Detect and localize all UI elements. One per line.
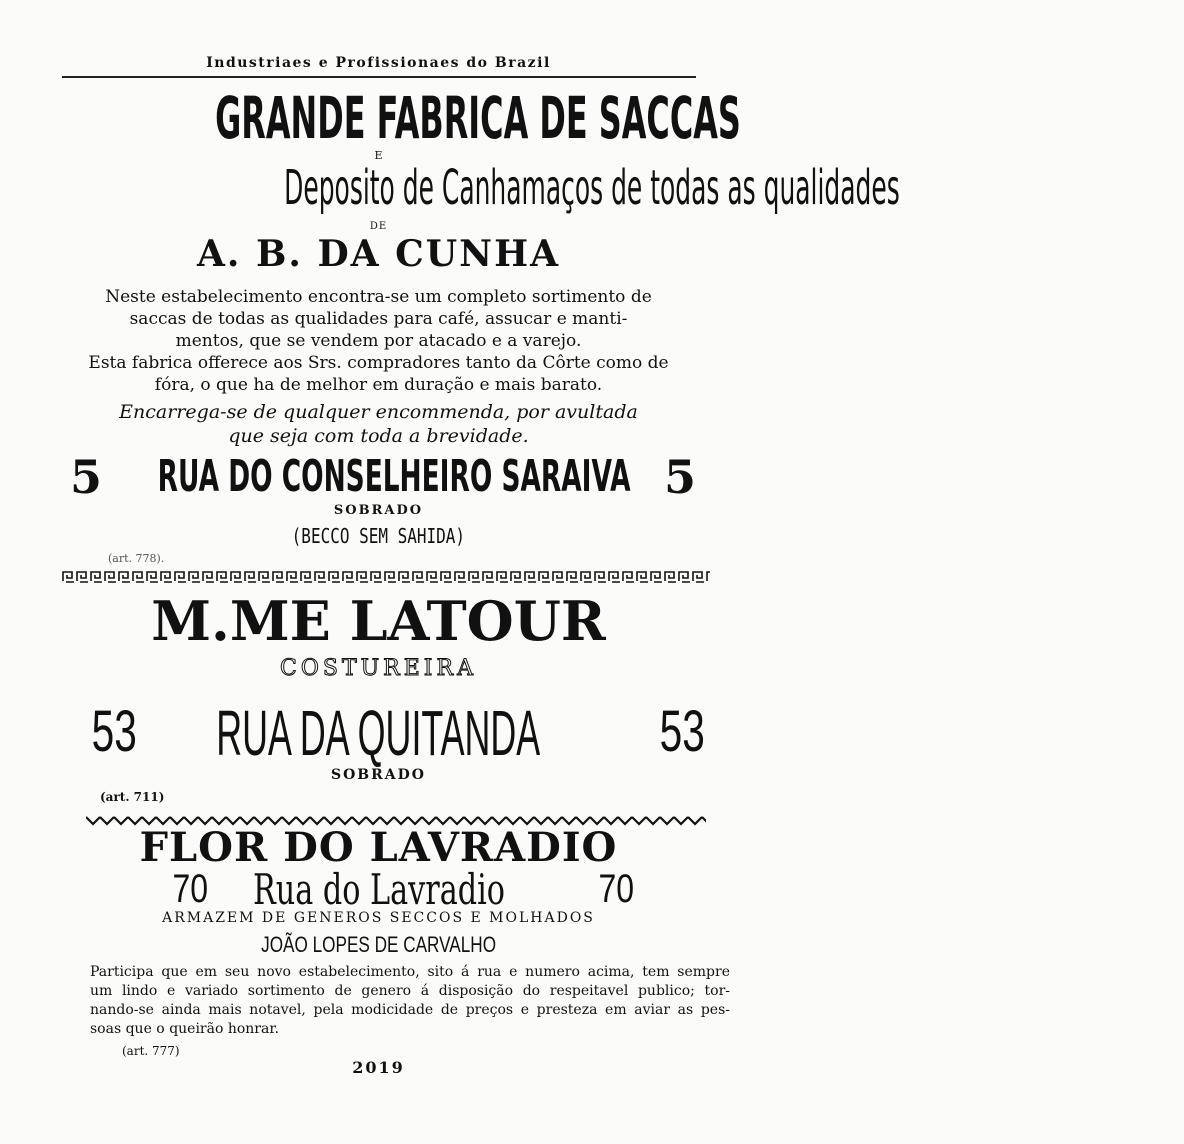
ad3-number-right: 70 — [598, 867, 635, 911]
ad1-subheading: Deposito de Canhamaços de todas as qualidades — [284, 160, 900, 216]
ad2-floor: SOBRADO — [331, 767, 426, 783]
ad1-italic-line-2: que seja com toda a brevidade. — [228, 425, 529, 447]
ad3-body-line-1: Participa que em seu novo estabelecimento, sito á rua e numero acima, tem sempre — [90, 964, 730, 980]
ad3-body-line-3: nando-se ainda mais notavel, pela modicidade de preços e presteza em aviar as pes- — [90, 1002, 730, 1018]
meander-border-svg — [62, 569, 710, 585]
ad1-number-left: 5 — [70, 450, 103, 504]
ad3-name: FLOR DO LAVRADIO — [139, 824, 618, 871]
ad2-number-right: 53 — [659, 699, 705, 764]
page-number: 2019 — [352, 1058, 405, 1077]
ad3-owner: JOÃO LOPES DE CARVALHO — [261, 932, 496, 957]
ad1-body-line-2: saccas de todas as qualidades para café, assucar e manti- — [129, 309, 628, 329]
ad1-body-line-1: Neste estabelecimento encontra-se um completo sortimento de — [105, 287, 652, 307]
ad1-street: RUA DO CONSELHEIRO SARAIVA — [157, 451, 631, 502]
ad1-body-line-4: Esta fabrica offerece aos Srs. compradores tanto da Côrte como de — [88, 353, 669, 373]
ad1-number-right: 5 — [664, 450, 697, 504]
ad1-prep: DE — [369, 221, 388, 232]
ad1-body-line-5: fóra, o que ha de melhor em duração e mais barato. — [154, 375, 603, 395]
ad1-heading: GRANDE FABRICA DE SACCAS — [215, 84, 741, 152]
meander-divider — [62, 569, 710, 585]
ad3-body-line-2: um lindo e variado sortimento de genero á disposição do respeitavel publico; tor- — [90, 983, 730, 999]
ad1-italic-line-1: Encarrega-se de qualquer encommenda, por avultada — [119, 401, 638, 423]
running-header: Industriaes e Profissionaes do Brazil — [206, 55, 551, 71]
ad3-business: ARMAZEM DE GENEROS SECCOS E MOLHADOS — [162, 910, 595, 926]
ad2-name: M.ME LATOUR — [151, 589, 606, 653]
ad2-art: (art. 711) — [100, 790, 165, 804]
ad1-floor: SOBRADO — [333, 503, 424, 518]
ad1-body-line-3: mentos, que se vendem por atacado e a varejo. — [175, 331, 582, 351]
ad3-body — [90, 963, 730, 1039]
ad1-owner: A. B. DA CUNHA — [196, 233, 561, 275]
ad1-art: (art. 778). — [108, 552, 165, 565]
ad1-note: (BECCO SEM SAHIDA) — [291, 524, 466, 548]
ad2-number-left: 53 — [91, 699, 137, 764]
ad1-conj: E — [374, 149, 383, 162]
header-rule — [62, 76, 696, 78]
ad2-trade: COSTUREIRA — [280, 656, 477, 681]
ad2-street: RUA DA QUITANDA — [216, 697, 541, 769]
ad3-number-left: 70 — [172, 867, 209, 911]
ad3-body-line-4: soas que o queirão honrar. — [90, 1021, 279, 1037]
ad3-art: (art. 777) — [122, 1044, 180, 1058]
ad3-street: Rua do Lavradio — [252, 865, 505, 914]
